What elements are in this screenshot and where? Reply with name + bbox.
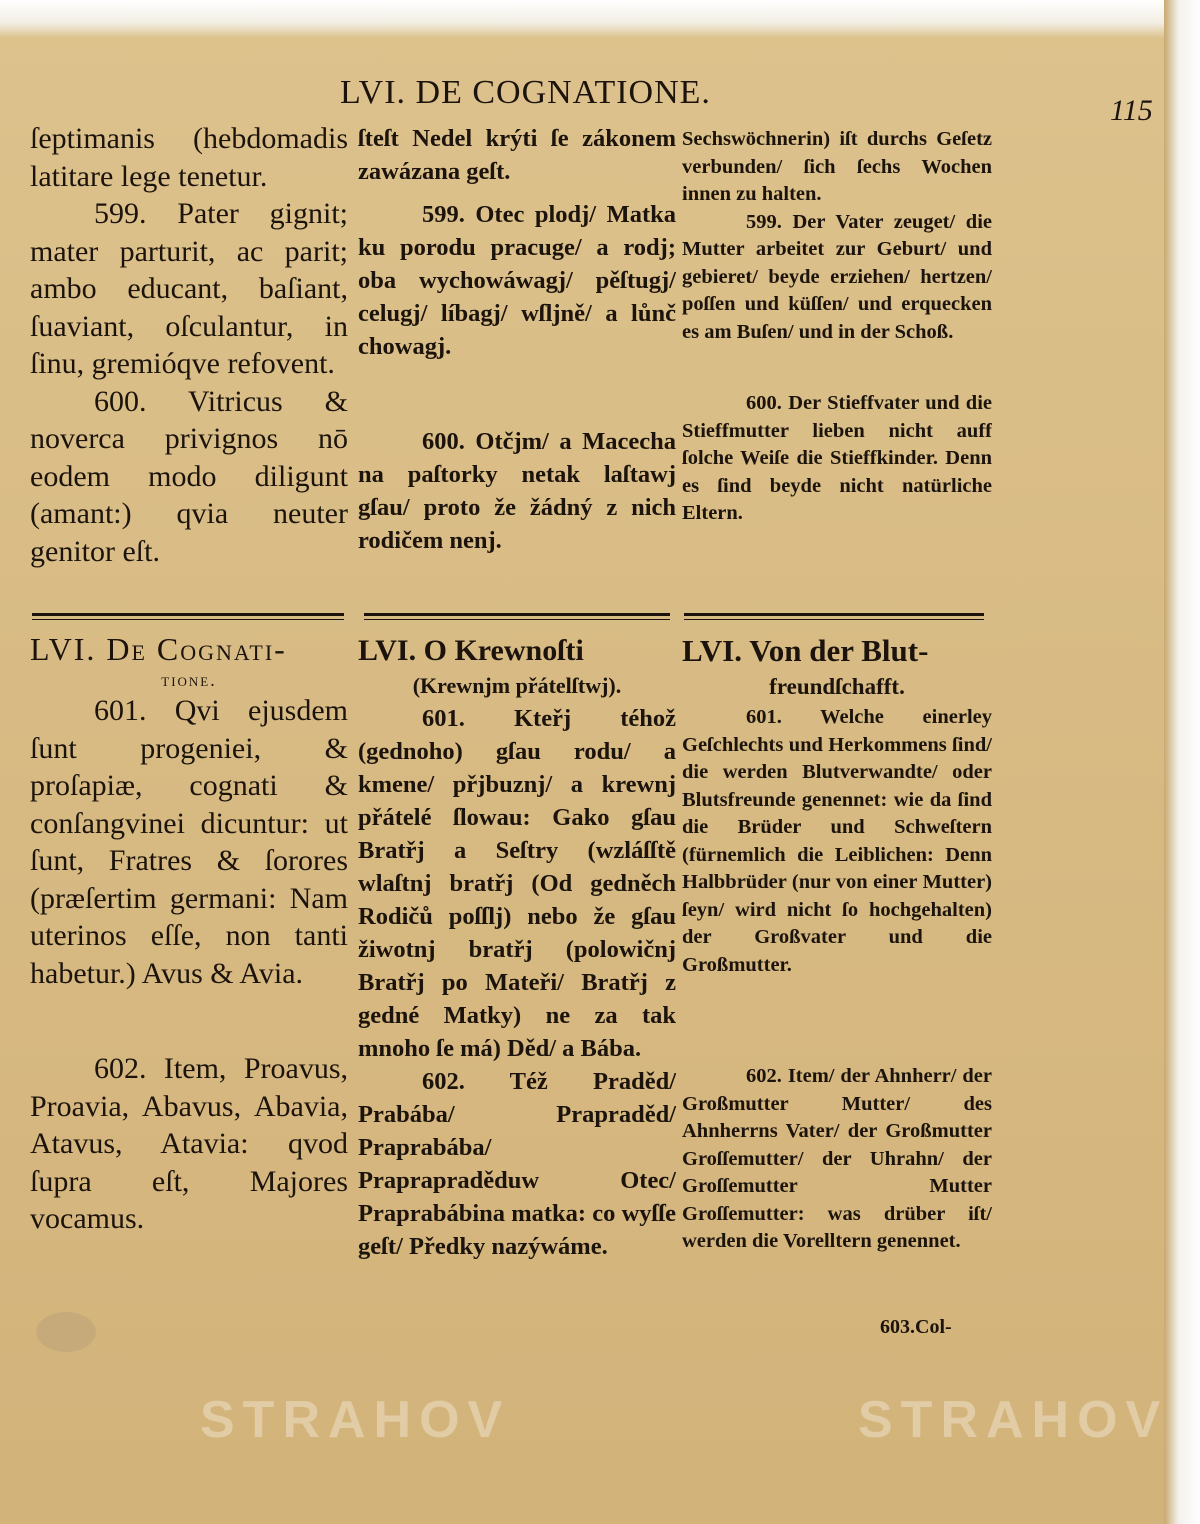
czech-column-section	[358, 632, 676, 1263]
section-rule-czech	[364, 613, 670, 616]
running-head: LVI. DE COGNATIONE.	[340, 74, 711, 111]
page-top-edge	[0, 0, 1200, 38]
german-section-heading	[682, 632, 992, 670]
german-heading-subtitle: freundſchafft.	[769, 674, 905, 699]
latin-heading-continuation: tione.	[161, 670, 217, 690]
latin-heading-number: LVI.	[30, 631, 97, 667]
page-right-edge	[1164, 0, 1200, 1524]
paper-stain	[36, 1312, 96, 1352]
czech-p599: 599. Otec plodj/ Matka ku porodu pracuge/ a rodj; oba wychowáwagj/ pěſtugj/ celugj/ líbagj/ wſljně/ a lůnč chowagj.	[358, 201, 676, 360]
czech-heading-subtitle: (Krewnjm přátelſtwj).	[412, 673, 622, 698]
czech-p602: 602. Též Praděd/ Prabába/ Prapraděd/ Praprabába/ Praprapraděduw Otec/ Praprabábina matka: co wyſſe geſt/ Předky nazýwáme.	[358, 1068, 676, 1260]
czech-column-upper	[358, 122, 676, 557]
german-p599: 599. Der Vater zeuget/ die Mutter arbeitet zur Geburt/ und gebieret/ beyde erziehen/ hertzen/ poſſen und küſſen/ und erquecken es am Buſen/ und in der Schoß.	[682, 210, 992, 343]
german-p602: 602. Item/ der Ahnherr/ der Großmutter Mutter/ des Ahnherrns Vater/ der Großmutter Groſſemutter/ der Uhrahn/ der Groſſemutter Mutter Groſſemutter: was drüber iſt/ werden die Vorelltern genennet.	[682, 1065, 992, 1252]
german-p601: 601. Welche einerley Geſchlechts und Herkommens ſind/ die werden Blutverwandte/ oder Blutsfreunde genennet: wie da ſind die Brüder und Schweſtern (fürnemlich die Leiblichen: Denn Halbbrüder (nur von einer Mutter) ſeyn/ wird nicht ſo hochgehalten) der Großvater und die Großmutter.	[682, 706, 992, 976]
german-heading-title: Von der Blut-	[749, 633, 929, 668]
latin-p599: 599. Pater gignit; mater parturit, ac parit; ambo educant, baſiant, ſuaviant, oſculantur, in ſinu, gremióqve refovent.	[30, 197, 348, 380]
german-p598-tail: Sechswöchnerin) iſt durchs Geſetz verbunden/ ſich ſechs Wochen innen zu halten.	[682, 128, 992, 205]
watermark-right: STRAHOV	[858, 1391, 1169, 1449]
german-p600: 600. Der Stieffvater und die Stieffmutter lieben nicht auff ſolche Weiſe die Stieffkinder. Denn es ſind beyde nicht natürliche Eltern.	[682, 392, 992, 524]
latin-column-section	[30, 630, 348, 1238]
latin-p598-tail: ſeptimanis (hebdomadis latitare lege tenetur.	[30, 122, 348, 193]
latin-p602: 602. Item, Proavus, Proavia, Abavus, Abavia, Atavus, Atavia: qvod ſupra eſt, Majores vocamus.	[30, 1052, 348, 1235]
latin-section-heading	[30, 630, 348, 668]
section-rule-german	[684, 613, 984, 616]
latin-column-upper	[30, 120, 348, 570]
page-number: 115	[1110, 94, 1153, 127]
czech-p601: 601. Kteřj téhož (gednoho) gſau rodu/ a kmene/ přjbuznj/ a krewnj přátelé ſlowau: Gako gſau Bratřj a Seſtry (wzláſſtě wlaſtnj bratřj (Od gedněch Rodičů poſſlj) nebo že gſau žiwotnj bratřj (polowičnj Bratřj po Mateři/ Bratřj z gedné Matky) ne za tak mnoho ſe má) Děd/ a Bába.	[358, 705, 676, 1062]
czech-p598-tail: ſteſt Nedel krýti ſe zákonem zawázana geſt.	[358, 125, 676, 185]
czech-heading-title: O Krewnoſti	[423, 634, 584, 667]
catchword: 603.Col-	[880, 1316, 952, 1338]
watermark-left: STRAHOV	[200, 1391, 511, 1449]
latin-heading-title: De Cognati-	[106, 631, 287, 667]
german-heading-number: LVI.	[682, 633, 743, 668]
german-column-upper	[682, 126, 992, 528]
section-rule-latin	[32, 613, 344, 616]
latin-p600: 600. Vitricus & noverca privignos nō eodem modo diligunt (amant:) qvia neuter genitor eſt.	[30, 384, 348, 568]
german-column-section	[682, 632, 992, 1256]
latin-p601: 601. Qvi ejusdem ſunt progeniei, & proſapiæ, cognati & conſangvinei dicuntur: ut ſunt, Fratres & ſorores (præſertim germani: Nam uterinos eſſe, non tanti habetur.) Avus & Avia.	[30, 694, 348, 990]
czech-p600: 600. Otčjm/ a Macecha na paſtorky netak laſtawj gſau/ proto že žádný z nich rodičem nenj.	[358, 428, 676, 554]
czech-heading-number: LVI.	[358, 634, 417, 667]
czech-section-heading	[358, 632, 676, 670]
